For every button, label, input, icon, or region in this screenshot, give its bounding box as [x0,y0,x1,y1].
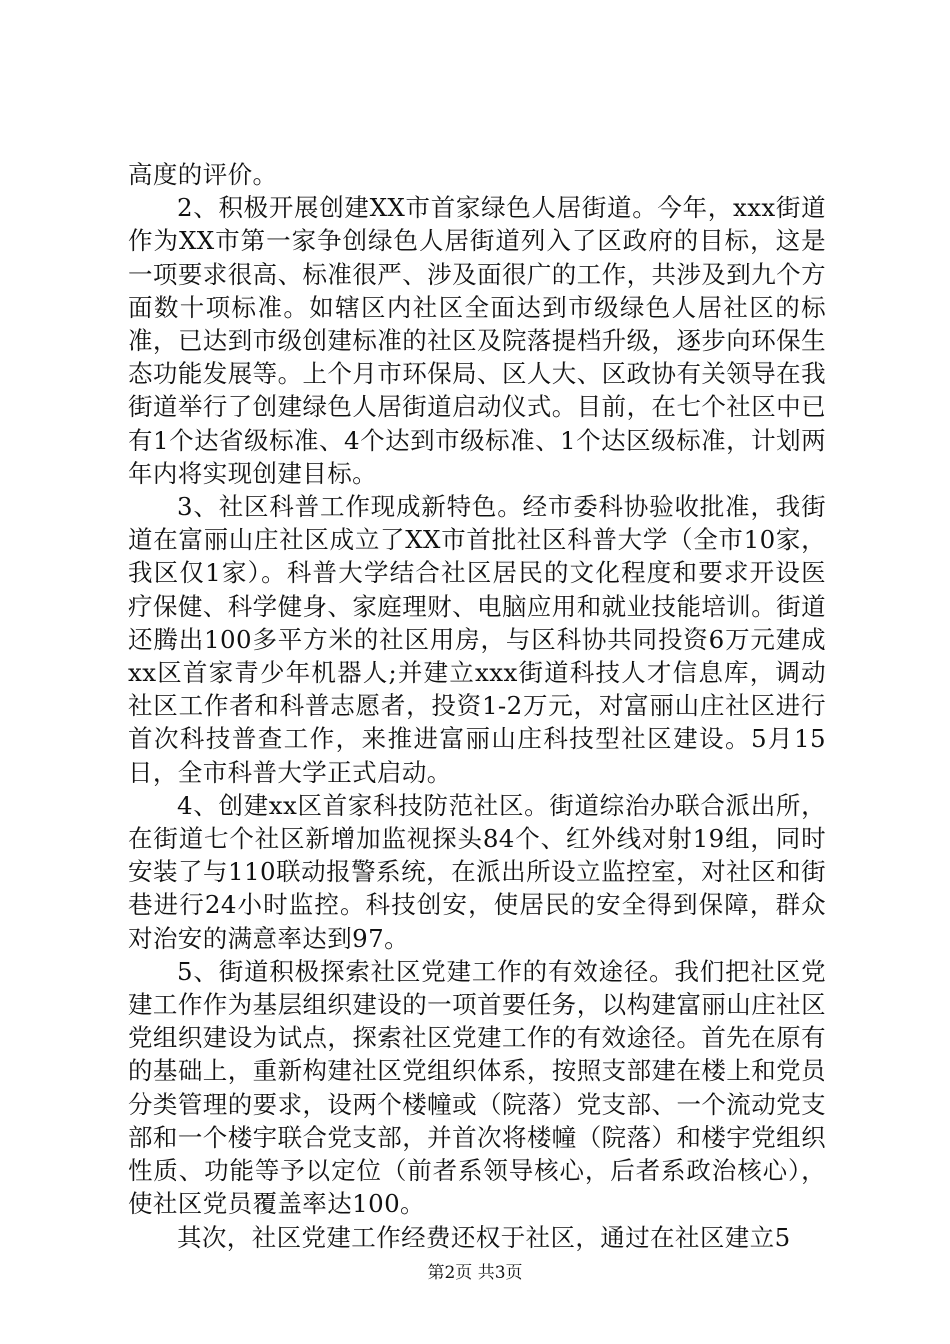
paragraph-next: 其次，社区党建工作经费还权于社区，通过在社区建立5 [177,1222,791,1252]
paragraph-item-4: 4、创建xx区首家科技防范社区。街道综治办联合派出所，在街道七个社区新增加监视探头84个、红外线对射19组，同时安装了与110联动报警系统，在派出所设立监控室，对社区和街巷进行24小时监控。科技创安，使居民的安全得到保障，群众对治安的满意率达到97。 [128,790,826,953]
paragraph-item-2: 2、积极开展创建XX市首家绿色人居街道。今年，xxx街道作为XX市第一家争创绿色人居街道列入了区政府的目标，这是一项要求很高、标准很严、涉及面很广的工作，共涉及到九个方面数十项标准。如辖区内社区全面达到市级绿色人居社区的标准，已达到市级创建标准的社区及院落提档升级，逐步向环保生态功能发展等。上个月市环保局、区人大、区政协有关领导在我街道举行了创建绿色人居街道启动仪式。目前，在七个社区中已有1个达省级标准、4个达到市级标准、1个达区级标准，计划两年内将实现创建目标。 [128,193,826,488]
paragraph-continuation: 高度的评价。 [128,160,278,189]
document-body [128,158,826,1254]
paragraph-item-5: 5、街道积极探索社区党建工作的有效途径。我们把社区党建工作作为基层组织建设的一项首要任务，以构建富丽山庄社区党组织建设为试点，探索社区党建工作的有效途径。首先在原有的基础上，重新构建社区党组织体系，按照支部建在楼上和党员分类管理的要求，设两个楼幢或（院落）党支部、一个流动党支部和一个楼宇联合党支部，并首次将楼幢（院落）和楼宇党组织性质、功能等予以定位（前者系领导核心，后者系政治核心），使社区党员覆盖率达100。 [128,956,826,1219]
paragraph-item-3: 3、社区科普工作现成新特色。经市委科协验收批准，我街道在富丽山庄社区成立了XX市首批社区科普大学（全市10家，我区仅1家）。科普大学结合社区居民的文化程度和要求开设医疗保健、科学健身、家庭理财、电脑应用和就业技能培训。街道还腾出100多平方米的社区用房，与区科协共同投资6万元建成xx区首家青少年机器人;并建立xxx街道科技人才信息库，调动社区工作者和科普志愿者，投资1-2万元，对富丽山庄社区进行首次科技普查工作，来推进富丽山庄科技型社区建设。5月15日，全市科普大学正式启动。 [128,492,826,787]
page-footer: 第2页 共3页 [427,1263,523,1283]
